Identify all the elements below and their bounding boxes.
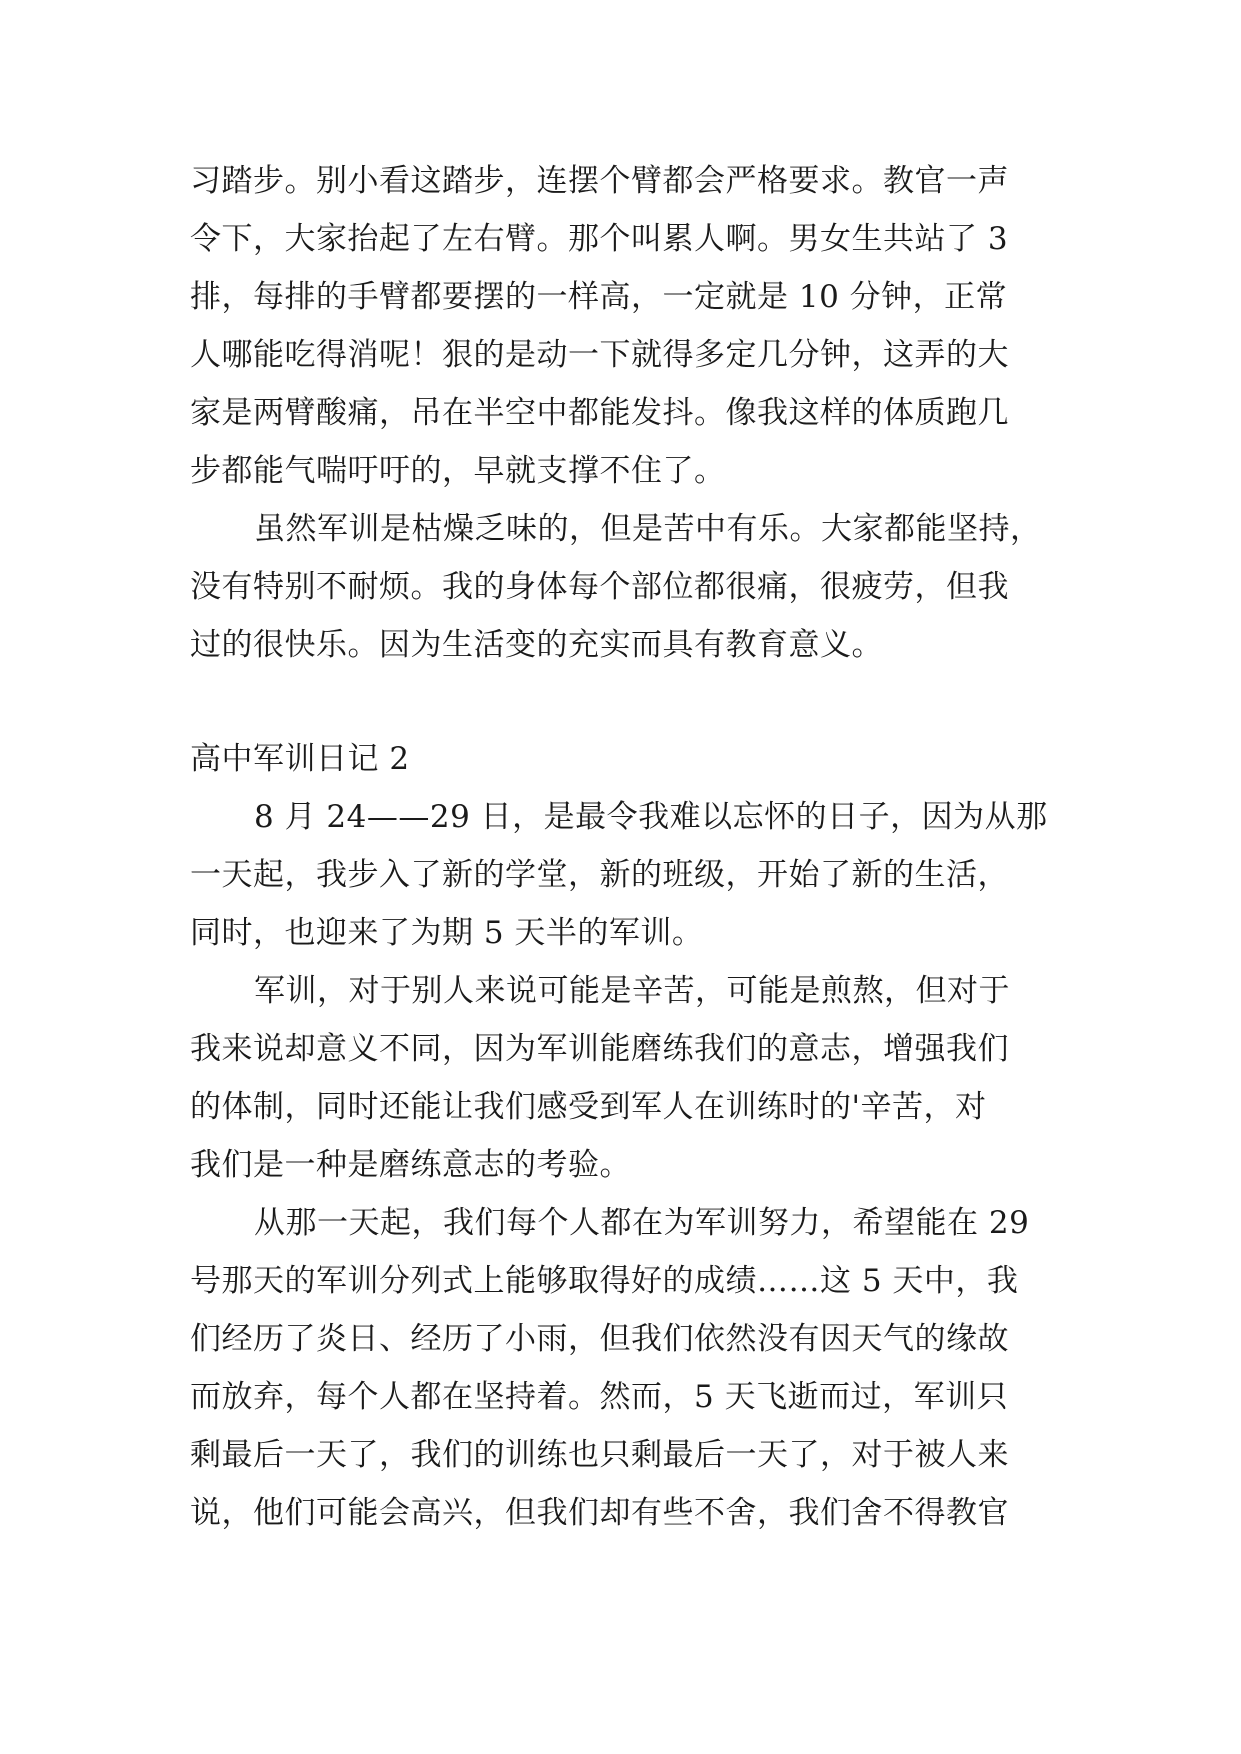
text-line: 8 月 24——29 日，是最令我难以忘怀的日子，因为从那 bbox=[254, 799, 1048, 835]
text-line: 们经历了炎日、经历了小雨，但我们依然没有因天气的缘故 bbox=[190, 1321, 1009, 1357]
paragraph-summary bbox=[190, 500, 1060, 674]
section-gap bbox=[190, 674, 1060, 730]
text-line: 排，每排的手臂都要摆的一样高，一定就是 10 分钟，正常 bbox=[190, 279, 1008, 315]
text-line: 说，他们可能会高兴，但我们却有些不舍，我们舍不得教官 bbox=[190, 1495, 1009, 1531]
paragraph-2 bbox=[190, 962, 1060, 1194]
text-line: 过的很快乐。因为生活变的充实而具有教育意义。 bbox=[190, 627, 883, 663]
text-line: 一天起，我步入了新的学堂，新的班级，开始了新的生活， bbox=[190, 857, 1009, 893]
text-line: 军训，对于别人来说可能是辛苦，可能是煎熬，但对于 bbox=[254, 973, 1010, 1009]
text-line: 我们是一种是磨练意志的考验。 bbox=[190, 1147, 631, 1183]
text-line: 令下，大家抬起了左右臂。那个叫累人啊。男女生共站了 3 bbox=[190, 221, 1009, 257]
text-line: 习踏步。别小看这踏步，连摆个臂都会严格要求。教官一声 bbox=[190, 163, 1009, 199]
section-title: 高中军训日记 2 bbox=[190, 741, 410, 777]
text-line: 没有特别不耐烦。我的身体每个部位都很痛，很疲劳，但我 bbox=[190, 569, 1009, 605]
text-line: 从那一天起，我们每个人都在为军训努力，希望能在 29 bbox=[254, 1205, 1030, 1241]
text-line: 的体制，同时还能让我们感受到军人在训练时的'辛苦，对 bbox=[190, 1089, 987, 1125]
document-page bbox=[190, 152, 1060, 1542]
text-line: 我来说却意义不同，因为军训能磨练我们的意志，增强我们 bbox=[190, 1031, 1009, 1067]
paragraph-1 bbox=[190, 788, 1060, 962]
text-line: 虽然军训是枯燥乏味的，但是苦中有乐。大家都能坚持， bbox=[254, 511, 1042, 547]
text-line: 而放弃，每个人都在坚持着。然而，5 天飞逝而过，军训只 bbox=[190, 1379, 1009, 1415]
text-line: 同时，也迎来了为期 5 天半的军训。 bbox=[190, 915, 704, 951]
text-line: 家是两臂酸痛，吊在半空中都能发抖。像我这样的体质跑几 bbox=[190, 395, 1009, 431]
text-line: 步都能气喘吁吁的，早就支撑不住了。 bbox=[190, 453, 726, 489]
text-line: 剩最后一天了，我们的训练也只剩最后一天了，对于被人来 bbox=[190, 1437, 1009, 1473]
text-line: 人哪能吃得消呢！狠的是动一下就得多定几分钟，这弄的大 bbox=[190, 337, 1009, 373]
paragraph-3 bbox=[190, 1194, 1060, 1542]
paragraph-continued bbox=[190, 152, 1060, 500]
text-line: 号那天的军训分列式上能够取得好的成绩……这 5 天中，我 bbox=[190, 1263, 1019, 1299]
